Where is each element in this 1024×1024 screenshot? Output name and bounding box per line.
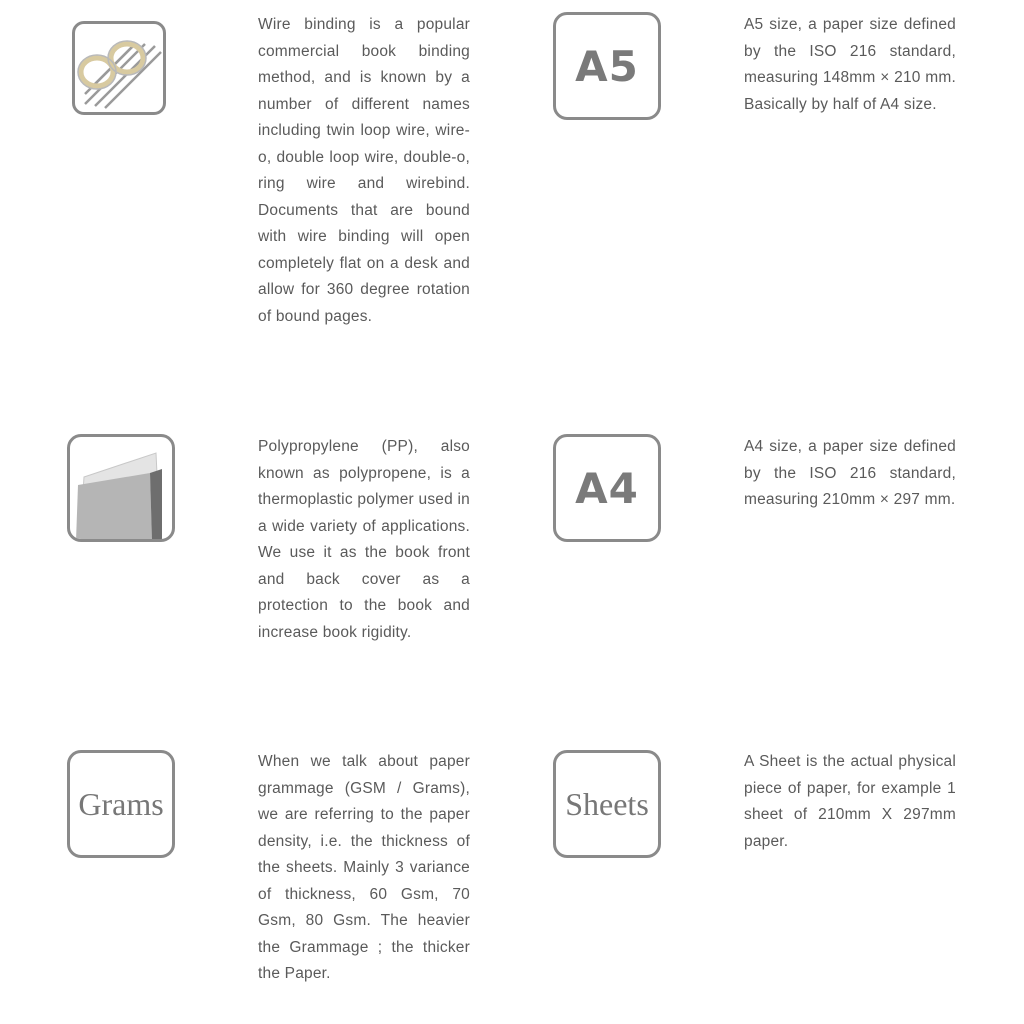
pp-cover-description: Polypropylene (PP), also known as polypropene, is a thermoplastic polymer used in a wide variety of applications. We use it as the book front and back cover as a protection to the book and increase book rigidity. <box>258 438 470 641</box>
a4-label-icon <box>553 434 661 542</box>
a5-description: A5 size, a paper size defined by the ISO 216 standard, measuring 148mm × 210 mm. Basically by half of A4 size. <box>744 16 956 113</box>
pp-cover-icon <box>67 434 175 542</box>
grams-label-icon <box>67 750 175 858</box>
sheets-description: A Sheet is the actual physical piece of paper, for example 1 sheet of 210mm X 297mm paper. <box>744 753 956 850</box>
wire-binding-icon <box>72 21 166 115</box>
grams-label: Grams <box>78 785 164 822</box>
grams-description: When we talk about paper grammage (GSM / Grams), we are referring to the paper density, i.e. the thickness of the sheets. Mainly 3 variance of thickness, 60 Gsm, 70 Gsm, 80 Gsm. The heavier the Grammage ; the thicker the Paper. <box>258 753 470 982</box>
a4-description: A4 size, a paper size defined by the ISO 216 standard, measuring 210mm × 297 mm. <box>744 438 956 508</box>
a4-label: A4 <box>575 463 639 513</box>
a5-label: A5 <box>575 41 639 91</box>
wire-binding-description: Wire binding is a popular commercial book binding method, and is known by a number of different names including twin loop wire, wire-o, double loop wire, double-o, ring wire and wirebind. Documents that are bound with wire binding will open completely flat on a desk and allow for 360 degree rotation of bound pages. <box>258 16 470 325</box>
sheets-label-icon <box>553 750 661 858</box>
a5-label-icon <box>553 12 661 120</box>
sheets-label: Sheets <box>565 785 649 822</box>
